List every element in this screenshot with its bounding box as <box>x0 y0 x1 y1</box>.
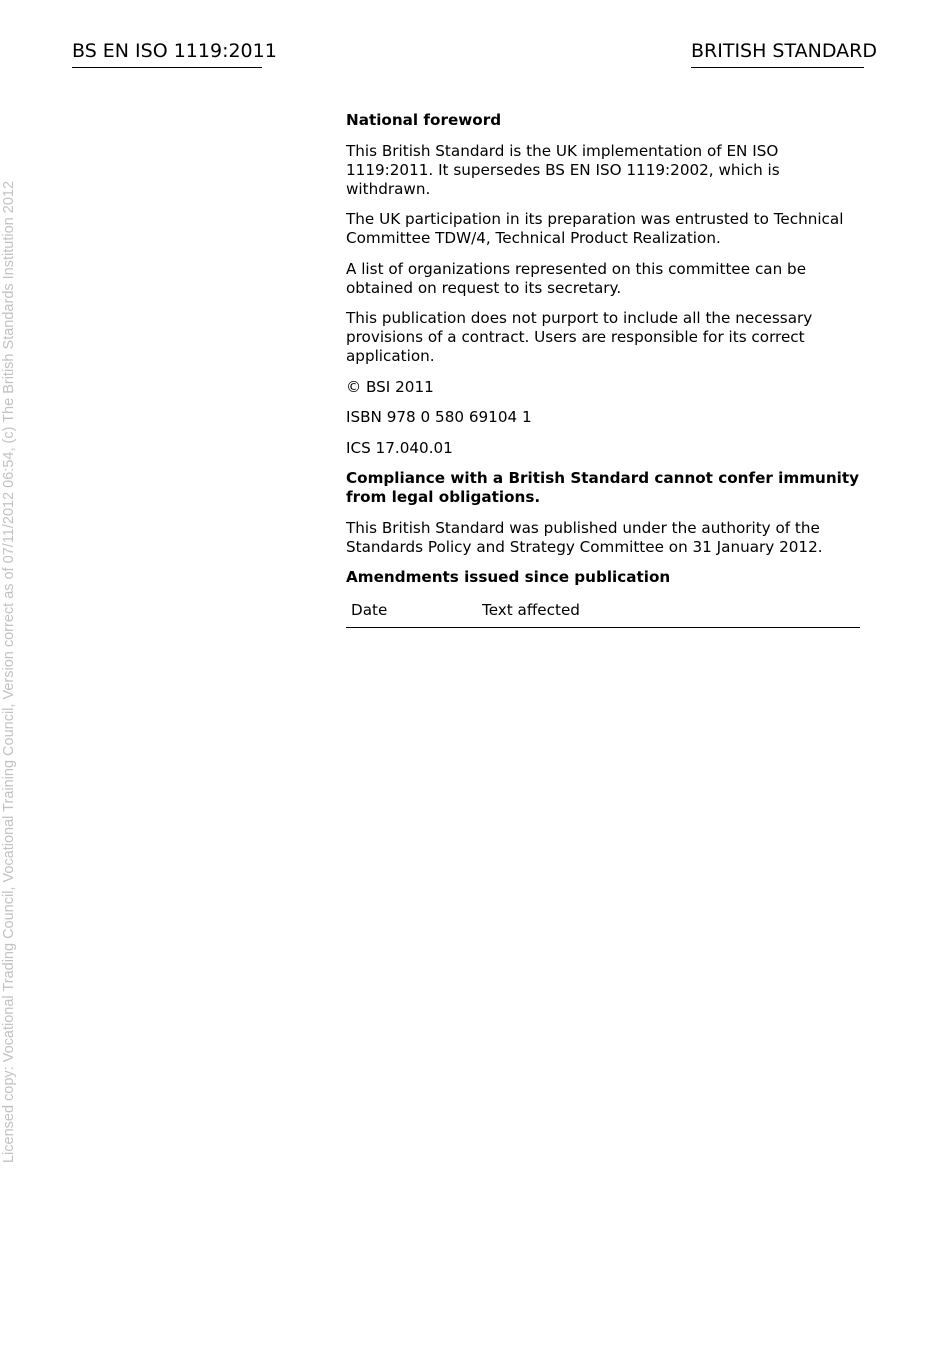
foreword-paragraph-disclaimer: This publication does not purport to include all the necessary provisions of a contract. Users are responsible for its correct application. <box>346 309 813 365</box>
amendments-column-date: Date <box>346 599 477 628</box>
foreword-paragraph-organizations: A list of organizations represented on this committee can be obtained on request to its secretary. <box>346 259 807 297</box>
amendments-table <box>346 599 860 628</box>
publication-note: This British Standard was published under the authority of the Standards Policy and Strategy Committee on 31 January 2012. <box>346 518 823 556</box>
license-watermark <box>0 0 18 1345</box>
national-foreword <box>346 111 860 628</box>
amendments-title: Amendments issued since publication <box>346 568 671 586</box>
amendments-column-text-affected: Text affected <box>477 599 860 628</box>
foreword-paragraph-committee: The UK participation in its preparation was entrusted to Technical Committee TDW/4, Technical Product Realization. <box>346 210 844 247</box>
document-series: BRITISH STANDARD <box>691 38 864 68</box>
amendments-header-row <box>346 599 860 628</box>
foreword-title: National foreword <box>346 111 502 129</box>
compliance-statement: Compliance with a British Standard cannot confer immunity from legal obligations. <box>346 469 860 506</box>
document-id: BS EN ISO 1119:2011 <box>72 38 262 68</box>
copyright-notice: © BSI 2011 <box>346 377 434 396</box>
license-watermark-text: Licensed copy: Vocational Trading Council, Vocational Training Council, Version correct as of 07/11/2012 06:54, (c) The British Standards Institution 2012 <box>1 180 17 1164</box>
ics-code: ICS 17.040.01 <box>346 438 453 457</box>
isbn: ISBN 978 0 580 69104 1 <box>346 408 532 426</box>
foreword-paragraph-implementation: This British Standard is the UK implementation of EN ISO 1119:2011. It supersedes BS EN ISO 1119:2002, which is withdrawn. <box>346 141 780 198</box>
